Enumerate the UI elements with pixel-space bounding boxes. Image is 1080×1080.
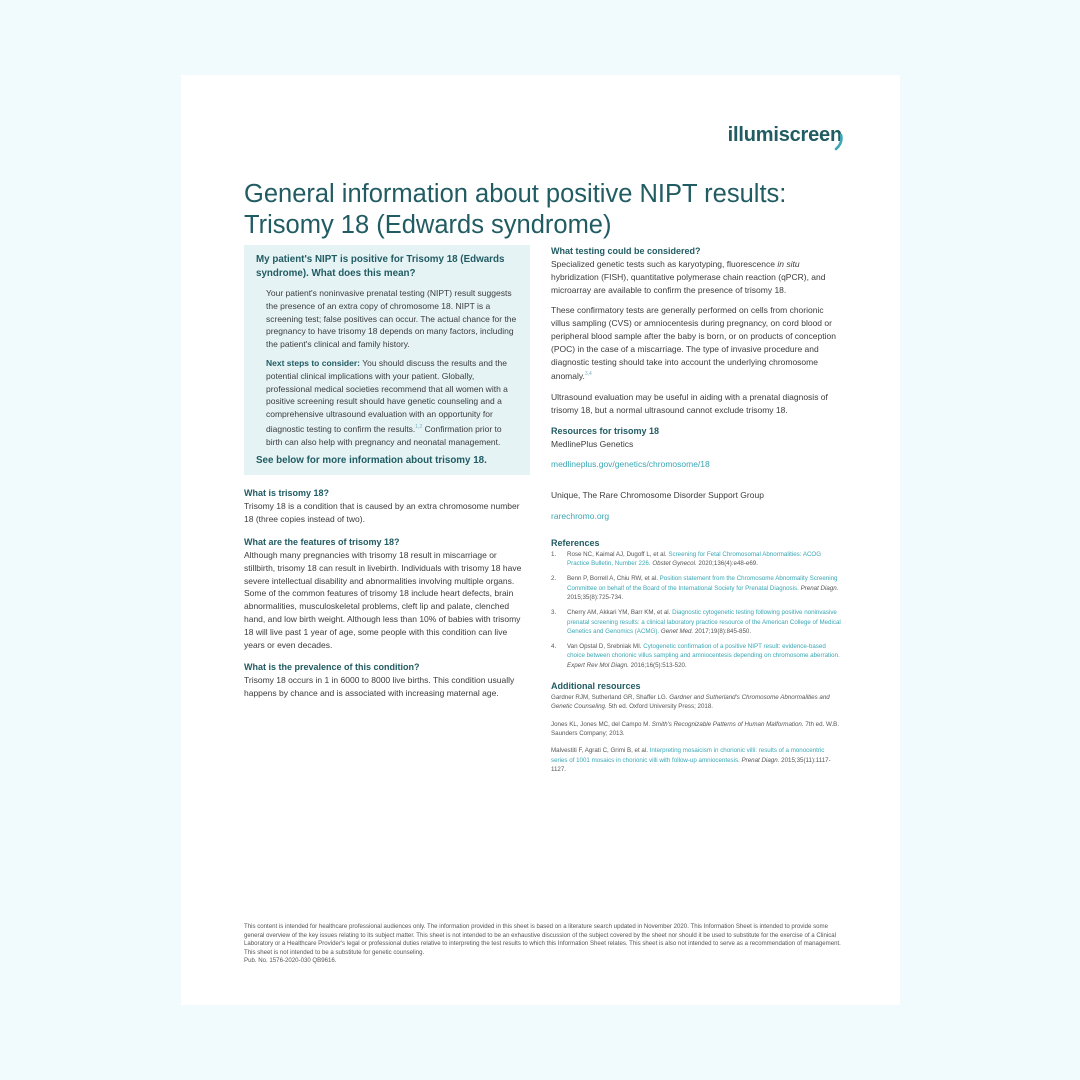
- additional-title: Smith's Recognizable Patterns of Human Malformation.: [651, 720, 804, 728]
- testing-paragraph-2: [551, 304, 841, 383]
- references-list: [551, 550, 841, 670]
- reference-journal: Prenat Diagn.: [800, 584, 839, 592]
- section-heading: What is the prevalence of this condition?: [244, 662, 420, 673]
- reference-number: 1.: [551, 550, 557, 558]
- left-column: [244, 245, 530, 710]
- reference-item: [551, 608, 841, 636]
- reference-journal: Genet Med.: [660, 627, 694, 635]
- right-column: [551, 245, 841, 782]
- testing-p2-citation: 3,4: [584, 371, 592, 378]
- info-sheet-page: [181, 75, 900, 1005]
- testing-p1-italic: in situ: [777, 259, 800, 269]
- callout-body: Your patient's noninvasive prenatal testing (NIPT) result suggests the presence of an extra copy of chromosome 18. NIPT is a screening test; false positives can occur. The actual chance for the pregnancy to have trisomy 18 depends on many factors, including the patient's clinical and family history.: [266, 288, 517, 350]
- section-heading: Additional resources: [551, 681, 641, 692]
- page-title: [244, 179, 864, 241]
- section-heading: What is trisomy 18?: [244, 488, 330, 499]
- additional-title-link[interactable]: Interpreting mosaicism in chorionic villi: results of a monocentric series of 1001 mosaics in chorionic villi with follow-up amniocentesis.: [551, 747, 825, 764]
- reference-title-link[interactable]: Position statement from the Chromosome Abnormality Screening Committee on behalf of the Board of the International Society for Prenatal Diagnosis.: [567, 575, 838, 592]
- reference-journal: Obstet Gynecol.: [652, 560, 697, 568]
- reference-item: [551, 550, 841, 569]
- reference-item: [551, 642, 841, 670]
- callout-heading: My patient's NIPT is positive for Trisomy 18 (Edwards syndrome). What does this mean?: [256, 254, 505, 279]
- section-heading: What are the features of trisomy 18?: [244, 536, 400, 547]
- section-body: Trisomy 18 occurs in 1 in 6000 to 8000 live births. This condition usually happens by chance and is associated with increasing maternal age.: [244, 675, 515, 699]
- section-body: Although many pregnancies with trisomy 18 result in miscarriage or stillbirth, trisomy 18 can result in livebirth. Individuals with trisomy 18 have severe intellectual disability and abnormalities involving multiple organs. Some of the common features of trisomy 18 include heart defects, brain abnormalities, musculoskeletal problems, cleft lip and palate, clenched hand, and low birth weight. Although less than 10% of babies with trisomy 18 will live past 1 year of age, some people with this condition can live years or even decades.: [244, 549, 522, 650]
- reference-cite: 2015;35(8):725-734.: [567, 593, 624, 601]
- reference-journal: Expert Rev Mol Diagn.: [567, 661, 629, 669]
- next-steps-paragraph: [266, 357, 518, 448]
- medlineplus-link[interactable]: medlineplus.gov/genetics/chromosome/18: [551, 459, 710, 470]
- section-heading: What testing could be considered?: [551, 246, 701, 256]
- section-resources: [551, 425, 841, 523]
- reference-authors: Cherry AM, Akkari YM, Barr KM, et al.: [567, 609, 671, 617]
- title-line-1: General information about positive NIPT results:: [244, 180, 787, 208]
- additional-item: [551, 720, 841, 739]
- reference-number: 2.: [551, 575, 557, 583]
- section-prevalence: [244, 661, 530, 700]
- reference-cite: 2020;136(4):e48-e69.: [698, 560, 758, 568]
- testing-p1-text: Specialized genetic tests such as karyotyping, fluorescence: [551, 259, 775, 269]
- testing-p1-text-end: hybridization (FISH), quantitative polymerase chain reaction (qPCR), and microarray are available to confirm the presence of trisomy 18.: [551, 271, 826, 295]
- footer-disclaimer: [244, 923, 844, 966]
- section-references: [551, 537, 841, 670]
- next-steps-citation: 1,2: [415, 423, 423, 430]
- reference-title-link[interactable]: Screening for Fetal Chromosomal Abnormalities: ACOG Practice Bulletin, Number 226.: [567, 550, 822, 568]
- testing-paragraph-3: Ultrasound evaluation may be useful in aiding with a prenatal diagnosis of trisomy 18, but a normal ultrasound cannot exclude trisomy 18.: [551, 392, 828, 415]
- reference-cite: 2016;16(5):513-520.: [630, 661, 687, 669]
- positive-result-callout: [244, 245, 530, 475]
- logo-swoosh-icon: [834, 133, 844, 151]
- reference-title-link[interactable]: Diagnostic cytogenetic testing following positive noninvasive prenatal screening results: a clinical laboratory practice resource of the American College of Medical Genetics and Genomics (ACMG).: [567, 609, 841, 635]
- additional-authors: Malvestiti F, Agrati C, Grimi B, et al.: [551, 747, 648, 755]
- additional-tail: 7th ed. W.B. Saunders Company; 2013.: [551, 720, 840, 737]
- next-steps-lead: Next steps to consider:: [266, 357, 360, 368]
- next-steps-body: You should discuss the results and the potential clinical implications with your patient. Globally, professional medical societies recommend that all women with a positive screening result should have genetic counseling and a comprehensive ultrasound evaluation with an opportunity for diagnostic testing to confirm the results.: [266, 357, 508, 434]
- reference-title-link[interactable]: Cytogenetic confirmation of a positive NIPT result: evidence-based choice between chorionic villus sampling and amniocentesis depending on chromosome aberration.: [567, 643, 840, 660]
- section-additional-resources: [551, 680, 841, 774]
- publication-number: Pub. No. 1576-2020-030 QB9616.: [244, 957, 337, 965]
- resource-name: MedlinePlus Genetics: [551, 438, 634, 449]
- section-heading: Resources for trisomy 18: [551, 425, 660, 436]
- additional-authors: Gardner RJM, Sutherland GR, Shaffer LG.: [551, 694, 668, 702]
- reference-authors: Van Opstal D, Srebniak MI.: [567, 643, 642, 651]
- section-testing: [551, 245, 841, 417]
- section-features: [244, 536, 530, 651]
- additional-item: [551, 693, 841, 712]
- resource-name: Unique, The Rare Chromosome Disorder Support Group: [551, 490, 764, 501]
- reference-number: 3.: [551, 609, 557, 617]
- rarechromo-link[interactable]: rarechromo.org: [551, 510, 610, 521]
- additional-journal: Prenat Diagn.: [741, 756, 780, 764]
- reference-authors: Rose NC, Kaimal AJ, Dugoff L, et al.: [567, 550, 667, 558]
- additional-tail: 5th ed. Oxford University Press; 2018.: [608, 703, 714, 711]
- next-steps-tail: Confirmation prior to birth can also help with pregnancy and neonatal management.: [266, 423, 502, 447]
- reference-authors: Benn P, Borrell A, Chiu RW, et al.: [567, 575, 658, 583]
- disclaimer-text: This content is intended for healthcare professional audiences only. The information provided in this sheet is based on a literature search updated in November 2020. This Information Sheet is intended to provide some general overview of the key issues relating to its subject matter. This sheet is not intended to be an exhaustive discussion of the subject covered by the sheet nor should it be used to substitute for the exercise of a Clinical Laboratory or a Healthcare Provider's legal or professional duties relative to interpreting the test results to which this Information Sheet relates. This sheet is also not intended to serve as a recommendation of management. This sheet is not intended to be a substitute for genetic counseling.: [244, 923, 841, 956]
- additional-tail: 2015;35(11):1117-1127.: [551, 756, 831, 773]
- section-heading: References: [551, 537, 600, 548]
- section-body: Trisomy 18 is a condition that is caused by an extra chromosome number 18 (three copies instead of two).: [244, 501, 520, 525]
- testing-p2-text: These confirmatory tests are generally performed on cells from chorionic villus sampling (CVS) or amniocentesis during pregnancy, on cord blood or peripheral blood sample after the baby is born, or on products of conception (POC) in the case of a miscarriage. The type of invasive procedure and diagnostic testing should take into account the underlying chromosome anomaly.: [551, 305, 836, 382]
- additional-item: [551, 746, 841, 774]
- testing-paragraph-1: [551, 258, 841, 296]
- illumiscreen-logo: illumiscreen: [727, 124, 842, 146]
- title-line-2: Trisomy 18 (Edwards syndrome): [244, 211, 612, 239]
- reference-number: 4.: [551, 643, 557, 651]
- additional-title: Gardner and Sutherland's Chromosome Abnormalities and Genetic Counseling.: [551, 694, 830, 711]
- reference-cite: 2017;19(8):845-850.: [694, 627, 752, 635]
- reference-item: [551, 574, 841, 602]
- additional-authors: Jones KL, Jones MC, del Campo M.: [551, 720, 651, 728]
- see-below-note: See below for more information about trisomy 18.: [256, 455, 487, 467]
- section-what-is: [244, 487, 530, 526]
